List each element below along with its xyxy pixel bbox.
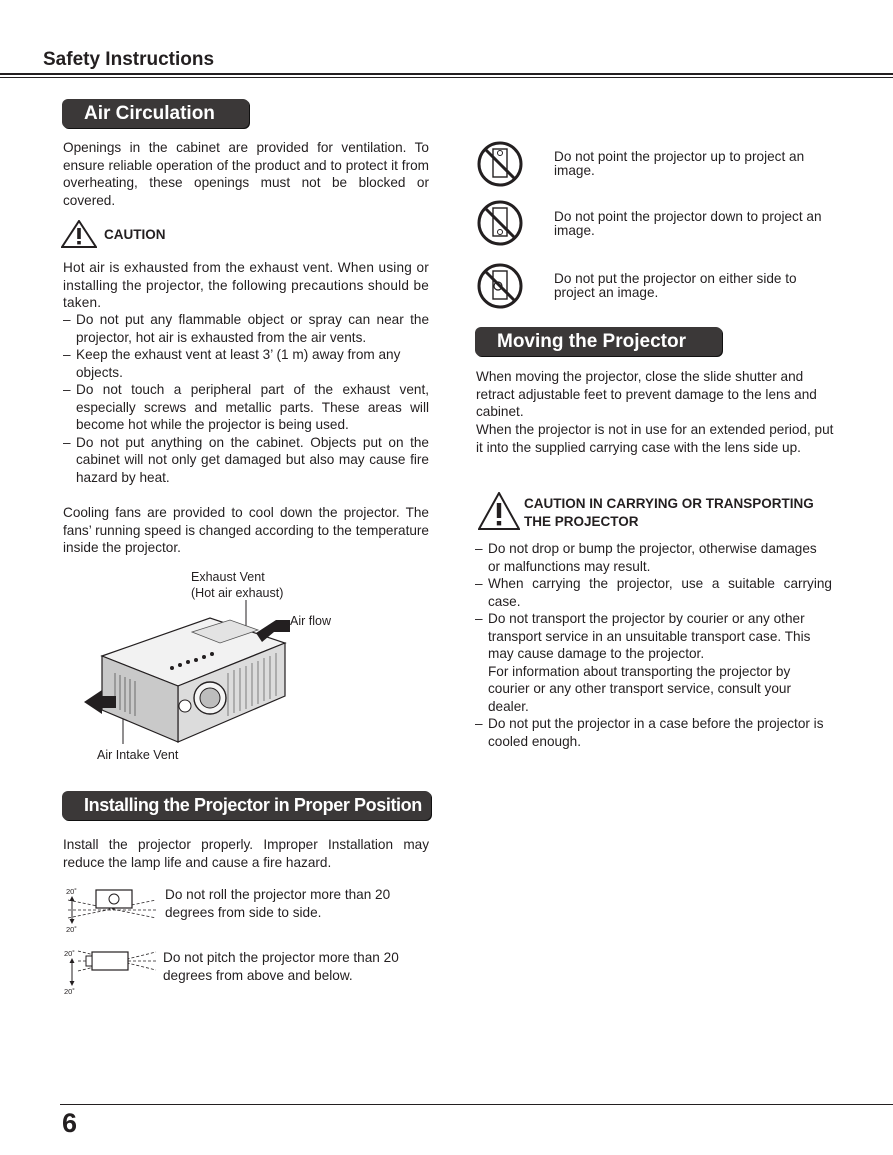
moving-storage-text: When the projector is not in use for an extended period, put it into the supplied carrying case with the lens side up. (476, 422, 834, 455)
air-circulation-precautions (63, 311, 429, 486)
transport-caution-label-line2: THE PROJECTOR (524, 514, 639, 529)
header-divider-thin (0, 77, 893, 78)
list-item: – Do not put any flammable object or spray can near the projector, hot air is exhausted from the air vents. (63, 311, 429, 346)
header-divider (0, 73, 893, 75)
moving-heading: Moving the Projector (475, 327, 722, 356)
installing-intro: Install the projector properly. Improper Installation may reduce the lamp life and cause a fire hazard. (63, 837, 429, 870)
airflow-label: Air flow (290, 614, 331, 628)
roll-angle-bottom-label: 20˚ (66, 925, 77, 934)
page-number: 6 (62, 1108, 78, 1138)
footer-divider (60, 1104, 893, 1105)
transport-caution-label: CAUTION IN CARRYING OR TRANSPORTING (524, 496, 814, 511)
page-title: Safety Instructions (43, 49, 215, 70)
caution-text: Hot air is exhausted from the exhaust vent. When using or installing the projector, the following precautions should be taken. (63, 260, 429, 310)
list-item: – Do not drop or bump the projector, otherwise damages or malfunctions may result. (475, 540, 832, 575)
pitch-angle-top-label: 20˚ (64, 949, 75, 958)
exhaust-vent-label: Exhaust Vent (191, 570, 265, 584)
air-circulation-heading: Air Circulation (62, 99, 249, 128)
roll-angle-top-label: 20˚ (66, 887, 77, 896)
courier-note: For information about transporting the projector by courier or any other transport service, consult your dealer. (488, 663, 791, 714)
transport-precautions (475, 540, 832, 750)
no-side-icon (476, 262, 524, 310)
roll-angle-diagram (64, 884, 160, 936)
roll-warning-text: Do not roll the projector more than 20 degrees from side to side. (165, 887, 391, 920)
list-item: – Do not transport the projector by courier or any other transport service in an unsuitable transport case. This may cause damage to the projector. (475, 610, 832, 663)
no-point-down-icon (476, 199, 524, 247)
orientation-text-up: Do not point the projector up to project an image. (554, 149, 805, 178)
list-item: – When carrying the projector, use a suitable carrying case. (475, 575, 832, 610)
installing-heading: Installing the Projector in Proper Position (62, 791, 431, 820)
moving-intro: When moving the projector, close the slide shutter and retract adjustable feet to prevent damage to the lens and cabinet. (476, 369, 817, 419)
air-intake-label: Air Intake Vent (97, 748, 179, 762)
cooling-fans-text: Cooling fans are provided to cool down the projector. The fans’ running speed is changed according to the temperature inside the projector. (63, 505, 429, 555)
transport-caution-icon (478, 492, 520, 530)
no-point-up-icon (476, 140, 524, 188)
exhaust-vent-sublabel: (Hot air exhaust) (191, 586, 284, 600)
caution-warning-icon (61, 220, 97, 248)
pitch-angle-bottom-label: 20˚ (64, 987, 75, 996)
orientation-text-down: Do not point the projector down to project an image. (554, 209, 822, 238)
air-circulation-intro: Openings in the cabinet are provided for ventilation. To ensure reliable operation of the product and to protect it from overheating, these openings must not be blocked or covered. (63, 140, 429, 208)
list-item: – Keep the exhaust vent at least 3’ (1 m) away from any objects. (63, 346, 429, 381)
list-item: – Do not put anything on the cabinet. Objects put on the cabinet will not only get damaged but also may cause fire hazard by heat. (63, 434, 429, 487)
caution-label: CAUTION (104, 227, 166, 242)
orientation-text-side: Do not put the projector on either side to project an image. (554, 271, 797, 300)
list-item: – Do not touch a peripheral part of the exhaust vent, especially screws and metallic parts. These areas will become hot while the projector is being used. (63, 381, 429, 434)
projector-airflow-illustration (80, 598, 295, 750)
pitch-warning-text: Do not pitch the projector more than 20 degrees from above and below. (163, 950, 399, 983)
pitch-angle-diagram (64, 946, 160, 998)
list-item: – Do not put the projector in a case before the projector is cooled enough. (475, 715, 832, 750)
